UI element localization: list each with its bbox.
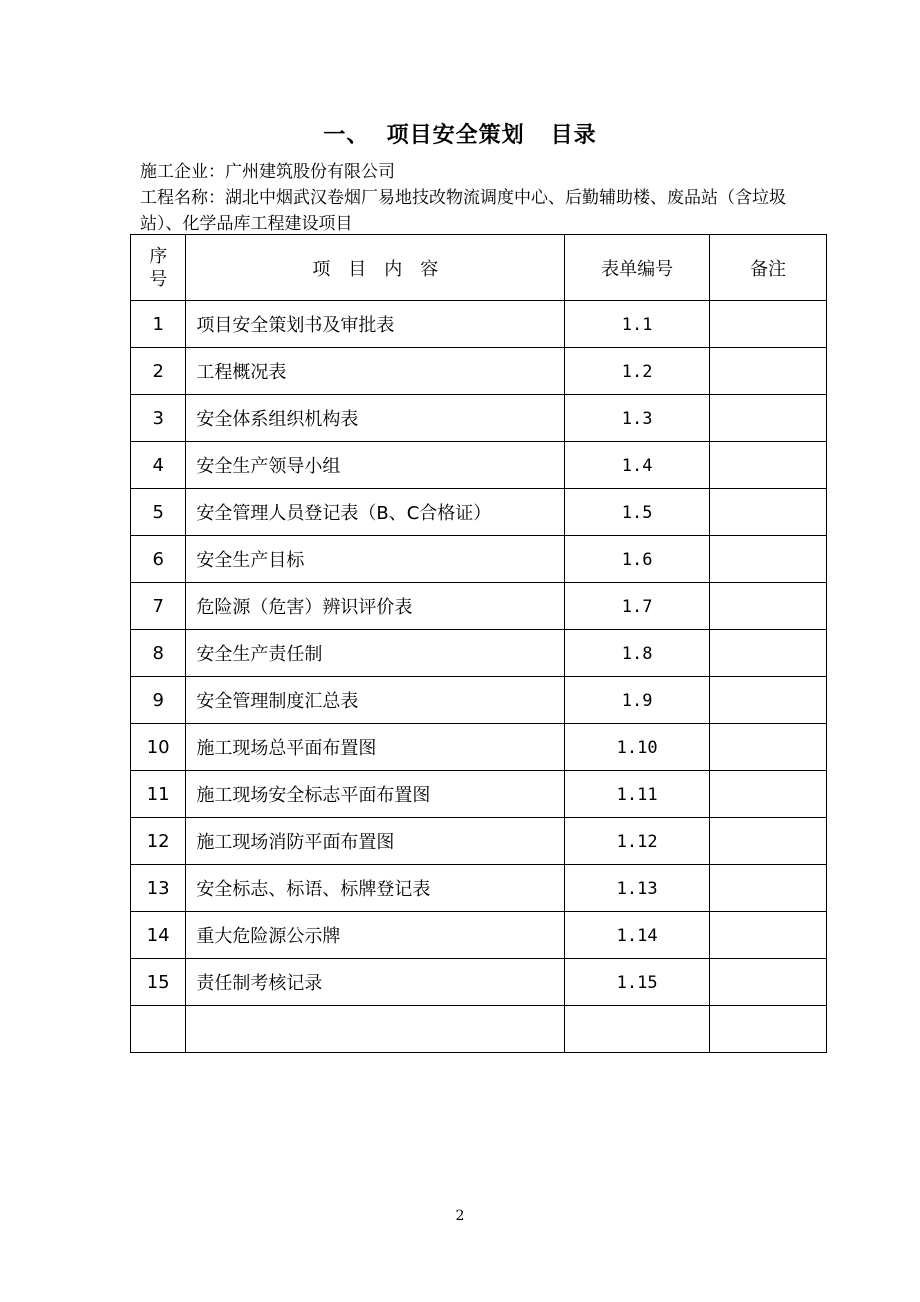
- row-number-text: 6: [152, 548, 164, 570]
- row-form-code-cell: [565, 677, 710, 724]
- row-form-code-cell: [565, 583, 710, 630]
- row-form-code-text: 1.15: [616, 972, 658, 993]
- row-remarks-cell: [710, 442, 827, 489]
- row-form-code-text: 1.8: [621, 643, 653, 664]
- row-remarks-cell: [710, 724, 827, 771]
- table-row: [131, 771, 827, 818]
- row-item-cell: [186, 818, 565, 865]
- row-number-text: 3: [152, 407, 164, 429]
- table-row: [131, 395, 827, 442]
- row-item-cell: [186, 677, 565, 724]
- row-form-code-text: 1.3: [621, 408, 653, 429]
- row-item-text: 安全体系组织机构表: [196, 409, 359, 430]
- row-number-cell: [131, 442, 186, 489]
- table-row: [131, 489, 827, 536]
- table-row: [131, 583, 827, 630]
- table-row: [131, 912, 827, 959]
- table-body: [131, 301, 827, 1053]
- row-item-cell: [186, 959, 565, 1006]
- row-number-cell: [131, 912, 186, 959]
- row-remarks-cell: [710, 771, 827, 818]
- row-form-code-text: 1.10: [616, 737, 658, 758]
- row-form-code-cell: [565, 348, 710, 395]
- row-number-text: 1: [152, 313, 164, 335]
- row-item-text: 施工现场安全标志平面布置图: [196, 785, 431, 806]
- row-form-code-cell: [565, 489, 710, 536]
- row-number-text: 11: [146, 783, 170, 805]
- header-item: 项 目 内 容: [186, 235, 565, 301]
- row-item-cell: [186, 724, 565, 771]
- row-remarks-cell: [710, 583, 827, 630]
- row-remarks-cell: [710, 959, 827, 1006]
- table-row: [131, 959, 827, 1006]
- project-line: 工程名称：湖北中烟武汉卷烟厂易地技改物流调度中心、后勤辅助楼、废品站（含垃圾站）、化学品库工程建设项目: [140, 188, 786, 234]
- page-number: 2: [455, 1208, 465, 1224]
- row-form-code-cell: [565, 912, 710, 959]
- row-form-code-text: 1.5: [621, 502, 653, 523]
- table-row: [131, 348, 827, 395]
- row-item-text: 项目安全策划书及审批表: [196, 315, 395, 336]
- table-row: [131, 677, 827, 724]
- row-number-cell: [131, 724, 186, 771]
- title-main: 项目安全策划: [386, 123, 525, 148]
- row-number-cell: [131, 677, 186, 724]
- row-number-text: 5: [152, 501, 164, 523]
- row-item-text: 危险源（危害）辨识评价表: [196, 597, 413, 618]
- row-number-text: 4: [152, 454, 164, 476]
- table-header-row: [131, 235, 827, 301]
- row-item-cell: [186, 348, 565, 395]
- row-number-text: 10: [146, 736, 170, 758]
- row-item-cell: [186, 1006, 565, 1053]
- row-item-text: 安全生产责任制: [196, 644, 323, 665]
- row-remarks-cell: [710, 395, 827, 442]
- row-remarks-cell: [710, 865, 827, 912]
- table-row: [131, 818, 827, 865]
- row-number-text: 8: [152, 642, 164, 664]
- row-item-cell: [186, 771, 565, 818]
- row-item-text: 工程概况表: [196, 362, 287, 383]
- row-item-text: 责任制考核记录: [196, 973, 323, 994]
- table-row: [131, 442, 827, 489]
- row-remarks-cell: [710, 301, 827, 348]
- row-item-text: 安全标志、标语、标牌登记表: [196, 879, 431, 900]
- row-form-code-cell: [565, 536, 710, 583]
- row-item-text: 施工现场消防平面布置图: [196, 832, 395, 853]
- row-form-code-cell: [565, 818, 710, 865]
- row-form-code-text: 1.2: [621, 361, 653, 382]
- row-form-code-cell: [565, 1006, 710, 1053]
- row-form-code-cell: [565, 724, 710, 771]
- row-number-text: 7: [152, 595, 164, 617]
- row-item-text: 施工现场总平面布置图: [196, 738, 377, 759]
- row-form-code-text: 1.6: [621, 549, 653, 570]
- row-form-code-cell: [565, 865, 710, 912]
- row-number-cell: [131, 348, 186, 395]
- header-remarks: 备注: [710, 235, 827, 301]
- row-form-code-text: 1.7: [621, 596, 653, 617]
- row-form-code-text: 1.1: [621, 314, 653, 335]
- row-item-cell: [186, 395, 565, 442]
- row-number-text: 13: [146, 877, 170, 899]
- row-item-cell: [186, 630, 565, 677]
- row-number-text: 14: [146, 924, 170, 946]
- row-number-cell: [131, 489, 186, 536]
- row-number-cell: [131, 1006, 186, 1053]
- row-form-code-cell: [565, 630, 710, 677]
- row-remarks-cell: [710, 348, 827, 395]
- row-number-text: 12: [146, 830, 170, 852]
- table-row: [131, 536, 827, 583]
- row-form-code-cell: [565, 959, 710, 1006]
- row-number-cell: [131, 536, 186, 583]
- header-number-line2: 号: [149, 268, 168, 290]
- row-number-text: 2: [152, 360, 164, 382]
- header-number: [131, 235, 186, 301]
- row-number-cell: [131, 865, 186, 912]
- row-form-code-text: 1.14: [616, 925, 658, 946]
- title-suffix: 目录: [550, 123, 597, 148]
- row-remarks-cell: [710, 818, 827, 865]
- row-form-code-cell: [565, 301, 710, 348]
- row-item-text: 安全生产领导小组: [196, 456, 341, 477]
- header-form-code: 表单编号: [565, 235, 710, 301]
- row-number-text: 15: [146, 971, 170, 993]
- row-number-cell: [131, 818, 186, 865]
- title-prefix: 一、: [323, 123, 370, 148]
- row-form-code-text: 1.9: [621, 690, 653, 711]
- row-number-cell: [131, 583, 186, 630]
- row-form-code-cell: [565, 395, 710, 442]
- row-form-code-text: 1.12: [616, 831, 658, 852]
- row-item-cell: [186, 301, 565, 348]
- row-item-cell: [186, 865, 565, 912]
- row-form-code-text: 1.4: [621, 455, 653, 476]
- row-number-cell: [131, 959, 186, 1006]
- row-item-cell: [186, 912, 565, 959]
- row-item-cell: [186, 536, 565, 583]
- row-item-text: 安全管理制度汇总表: [196, 691, 359, 712]
- table-row: [131, 1006, 827, 1053]
- row-item-cell: [186, 489, 565, 536]
- row-number-cell: [131, 395, 186, 442]
- row-remarks-cell: [710, 1006, 827, 1053]
- row-form-code-cell: [565, 771, 710, 818]
- row-item-text: 安全管理人员登记表（B、C合格证）: [196, 503, 492, 524]
- row-remarks-cell: [710, 489, 827, 536]
- row-number-cell: [131, 301, 186, 348]
- row-number-cell: [131, 630, 186, 677]
- row-item-cell: [186, 583, 565, 630]
- row-form-code-text: 1.13: [616, 878, 658, 899]
- table-row: [131, 630, 827, 677]
- row-item-text: 安全生产目标: [196, 550, 305, 571]
- row-number-text: 9: [152, 689, 164, 711]
- row-item-text: 重大危险源公示牌: [196, 926, 341, 947]
- row-form-code-text: 1.11: [616, 784, 658, 805]
- document-title: [0, 118, 920, 149]
- contents-table: [130, 234, 827, 1053]
- header-number-line1: 序: [149, 245, 168, 267]
- row-remarks-cell: [710, 536, 827, 583]
- table-row: [131, 865, 827, 912]
- company-line: 施工企业：广州建筑股份有限公司: [140, 162, 395, 182]
- row-remarks-cell: [710, 912, 827, 959]
- row-remarks-cell: [710, 630, 827, 677]
- row-number-cell: [131, 771, 186, 818]
- row-form-code-cell: [565, 442, 710, 489]
- row-item-cell: [186, 442, 565, 489]
- table-row: [131, 301, 827, 348]
- row-remarks-cell: [710, 677, 827, 724]
- table-row: [131, 724, 827, 771]
